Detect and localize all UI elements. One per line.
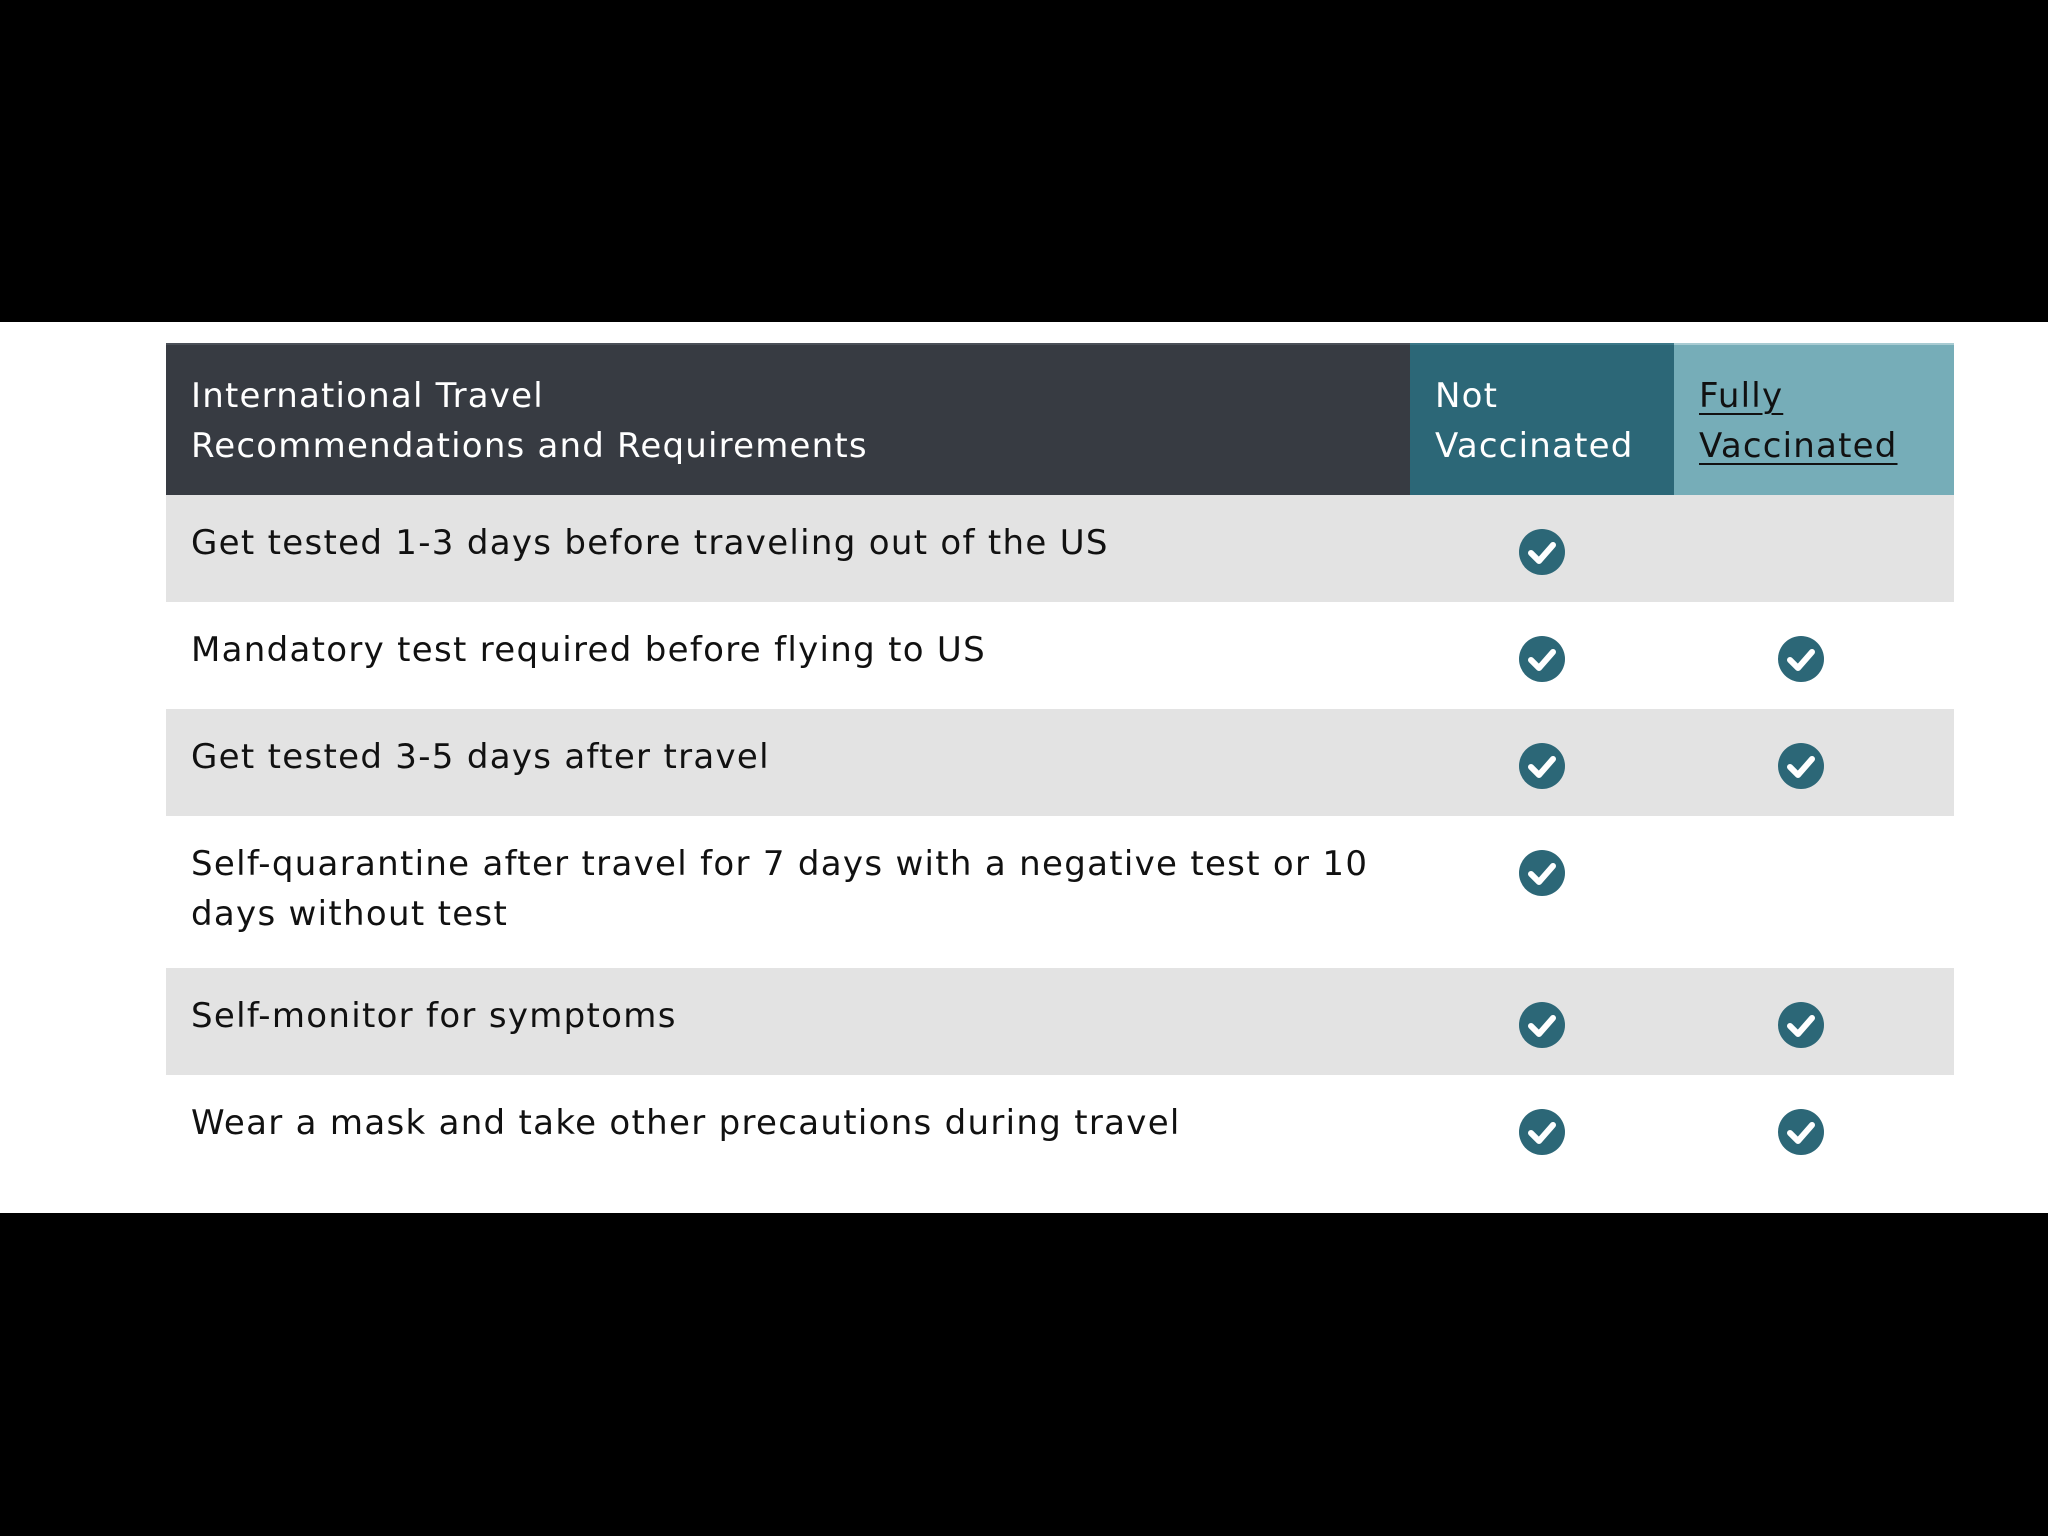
row-label: Get tested 1-3 days before traveling out of the US	[191, 523, 1109, 563]
fully-vaccinated-cell	[1674, 968, 1954, 1075]
fully-vaccinated-line2[interactable]: Vaccinated	[1699, 426, 1898, 466]
not-vaccinated-cell	[1410, 495, 1674, 602]
table-title-line2: Recommendations and Requirements	[191, 426, 868, 466]
fully-vaccinated-cell	[1674, 709, 1954, 816]
fully-vaccinated-line1[interactable]: Fully	[1699, 376, 1784, 416]
not-vaccinated-cell	[1410, 968, 1674, 1075]
table-row	[166, 1075, 1954, 1182]
table-row	[166, 602, 1954, 709]
travel-requirements-table	[166, 343, 1954, 1182]
check-circle-icon	[1778, 1002, 1824, 1048]
row-label: Self-monitor for symptoms	[191, 996, 677, 1036]
check-circle-icon	[1519, 1002, 1565, 1048]
fully-vaccinated-cell	[1674, 602, 1954, 709]
table-row	[166, 968, 1954, 1075]
fully-vaccinated-cell	[1674, 495, 1954, 602]
not-vaccinated-cell	[1410, 709, 1674, 816]
check-circle-icon	[1519, 743, 1565, 789]
table-title-line1: International Travel	[191, 376, 544, 416]
check-circle-icon	[1778, 743, 1824, 789]
check-circle-icon	[1519, 1109, 1565, 1155]
row-label: Self-quarantine after travel for 7 days with a negative test or 10 days without test	[191, 844, 1369, 934]
not-vaccinated-cell	[1410, 1075, 1674, 1182]
row-label: Wear a mask and take other precautions during travel	[191, 1103, 1181, 1143]
check-circle-icon	[1519, 850, 1565, 896]
not-vaccinated-cell	[1410, 816, 1674, 968]
check-circle-icon	[1778, 1109, 1824, 1155]
check-circle-icon	[1519, 636, 1565, 682]
table-title	[166, 343, 1410, 495]
table-row	[166, 816, 1954, 968]
column-header-not-vaccinated	[1410, 343, 1674, 495]
fully-vaccinated-cell	[1674, 1075, 1954, 1182]
not-vaccinated-cell	[1410, 602, 1674, 709]
row-label: Mandatory test required before flying to US	[191, 630, 987, 670]
table-row	[166, 709, 1954, 816]
table-header-row	[166, 343, 1954, 495]
check-circle-icon	[1778, 636, 1824, 682]
not-vaccinated-line1: Not	[1435, 376, 1499, 416]
table-row	[166, 495, 1954, 602]
not-vaccinated-line2: Vaccinated	[1435, 426, 1634, 466]
column-header-fully-vaccinated-link[interactable]	[1674, 343, 1954, 495]
fully-vaccinated-cell	[1674, 816, 1954, 968]
check-circle-icon	[1519, 529, 1565, 575]
row-label: Get tested 3-5 days after travel	[191, 737, 770, 777]
